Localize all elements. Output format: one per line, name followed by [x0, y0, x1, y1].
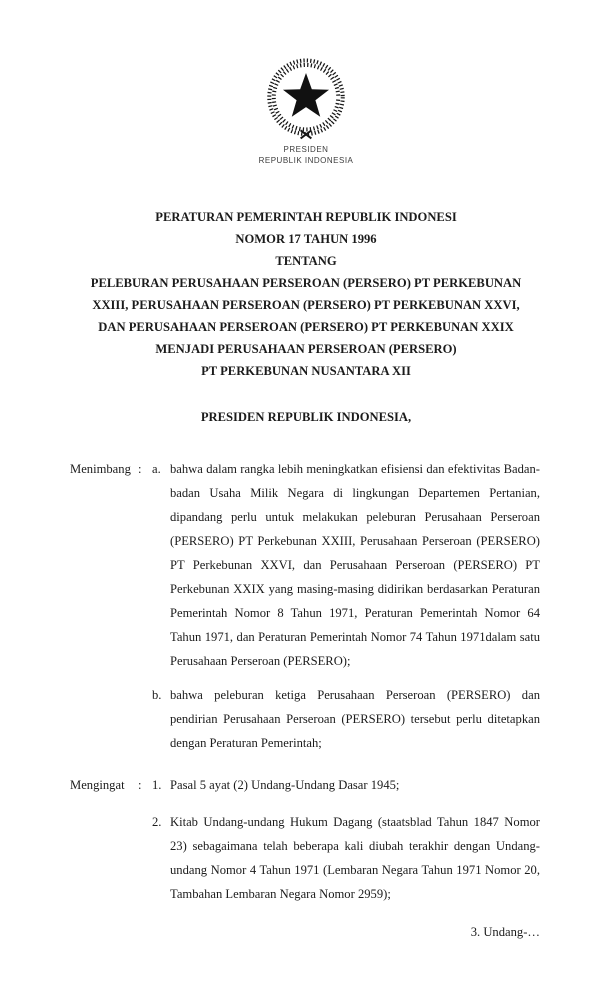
title-line-6: DAN PERUSAHAAN PERSEROAN (PERSERO) PT PERKEBUNAN XXIX	[98, 320, 514, 334]
section-colon-menimbang: :	[138, 462, 142, 476]
letterhead-republik-indonesia: REPUBLIK INDONESIA	[258, 155, 354, 165]
title-line-8: PT PERKEBUNAN NUSANTARA XII	[201, 364, 411, 378]
menimbang-row-a	[70, 457, 540, 673]
section-label-menimbang: Menimbang	[70, 462, 131, 476]
section-colon-mengingat: :	[138, 778, 142, 792]
item-text-1: Pasal 5 ayat (2) Undang-Undang Dasar 1945;	[170, 778, 400, 792]
page-catchword: 3. Undang-…	[470, 925, 540, 939]
preamble-body	[70, 457, 540, 944]
title-line-4: PELEBURAN PERUSAHAAN PERSEROAN (PERSERO) PT PERKEBUNAN	[90, 276, 522, 290]
item-marker-a: a.	[152, 462, 161, 476]
title-line-2: NOMOR 17 TAHUN 1996	[235, 232, 377, 246]
item-text-b: bahwa peleburan ketiga Perusahaan Perseroan (PERSERO) dan pendirian Perusahaan Perseroan (PERSERO) tersebut perlu ditetapkan dengan Peraturan Pemerintah;	[170, 688, 540, 750]
letterhead	[0, 0, 612, 166]
regulation-title	[0, 206, 612, 382]
title-line-7: MENJADI PERUSAHAAN PERSEROAN (PERSERO)	[155, 342, 457, 356]
section-label-mengingat: Mengingat	[70, 778, 125, 792]
title-line-3: TENTANG	[275, 254, 337, 268]
item-text-a: bahwa dalam rangka lebih meningkatkan efisiensi dan efektivitas Badan-badan Usaha Milik Negara di lingkungan Departemen Pertanian, dipandang perlu untuk melakukan peleburan Perusahaan Perseroan (PERSERO) PT Perkebunan XXIII, Perusahaan Perseroan (PERSERO) PT Perkebunan XXVI, dan Perusahaan Perseroan (PERSERO) PT Perkebunan XXIX yang masing-masing didirikan berdasarkan Peraturan Pemerintah Nomor 8 Tahun 1971, Peraturan Pemerintah Nomor 64 Tahun 1971, dan Peraturan Pemerintah Nomor 74 Tahun 1971dalam satu Perusahaan Perseroan (PERSERO);	[170, 462, 540, 668]
letterhead-presiden: PRESIDEN	[283, 145, 329, 154]
preamble-heading: PRESIDEN REPUBLIK INDONESIA,	[200, 410, 412, 424]
title-line-1: PERATURAN PEMERINTAH REPUBLIK INDONESI	[155, 210, 457, 224]
item-marker-2: 2.	[152, 815, 162, 829]
mengingat-row-2	[70, 810, 540, 906]
item-text-2: Kitab Undang-undang Hukum Dagang (staatsblad Tahun 1847 Nomor 23) sebagaimana telah beberapa kali diubah terakhir dengan Undang-undang Nomor 4 Tahun 1971 (Lembaran Negara Tahun 1971 Nomor 20, Tambahan Lembaran Negara Nomor 2959);	[170, 815, 540, 901]
star-wreath-emblem-icon	[261, 56, 351, 142]
mengingat-row-1	[70, 773, 540, 797]
title-line-5: XXIII, PERUSAHAAN PERSEROAN (PERSERO) PT PERKEBUNAN XXVI,	[92, 298, 520, 312]
menimbang-row-b	[70, 683, 540, 755]
item-marker-b: b.	[152, 688, 162, 702]
item-marker-1: 1.	[152, 778, 162, 792]
